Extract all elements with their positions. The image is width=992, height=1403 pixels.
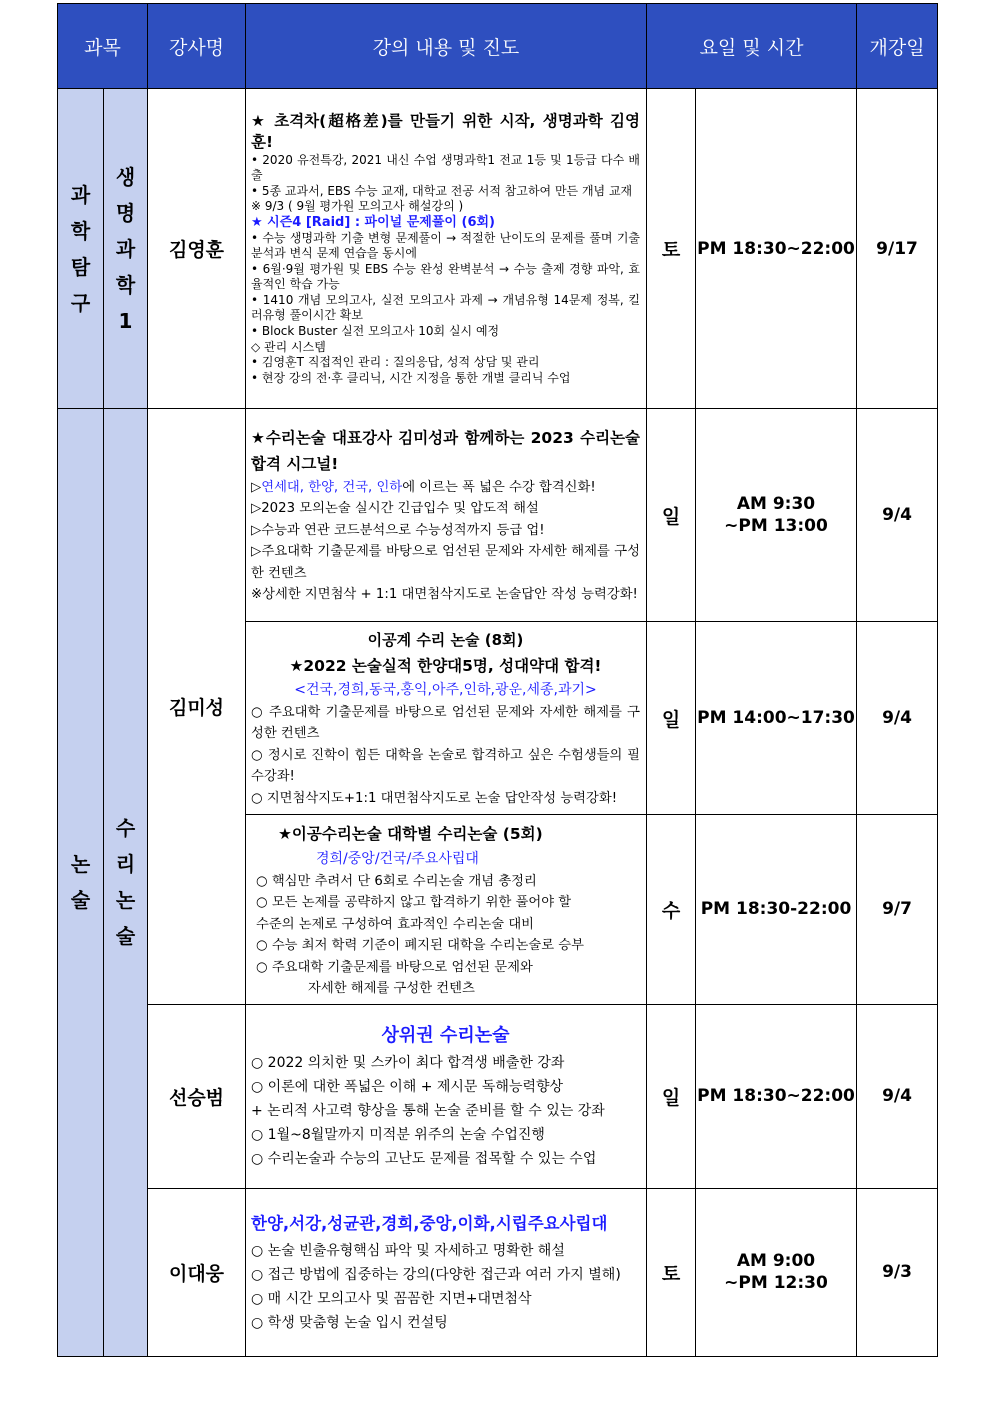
header-open-date: 개강일	[857, 4, 938, 89]
teacher-name: 이대웅	[148, 1188, 246, 1356]
category-essay: 논 술	[58, 409, 104, 1357]
open-date: 9/4	[857, 409, 938, 622]
header-row	[58, 4, 938, 89]
table-row	[58, 409, 938, 622]
day: 수	[647, 815, 696, 1005]
course-content: ★수리논술 대표강사 김미성과 함께하는 2023 수리논술 합격 시그널! ▷연세대, 한양, 건국, 인하에 이르는 폭 넓은 수강 합격신화! ▷2023 모의논술 실시간 긴급입수 및 압도적 해설 ▷수능과 연관 코드분석으로 수능성적까지 등급 업! ▷주요대학 기출문제를 바탕으로 엄선된 문제와 자세한 해제를 구성한 컨텐츠 ※상세한 지면첨삭 + 1:1 대면첨삭지도로 논술답안 작성 능력강화!	[246, 409, 647, 622]
subject-biology: 생 명 과 학 1	[104, 89, 148, 409]
header-subject: 과목	[58, 4, 148, 89]
day: 일	[647, 1004, 696, 1188]
open-date: 9/17	[857, 89, 938, 409]
table-row	[58, 89, 938, 409]
schedule-table	[57, 3, 938, 1357]
open-date: 9/4	[857, 1004, 938, 1188]
table-row	[58, 1004, 938, 1188]
course-content: 이공계 수리 논술 (8회) ★2022 논술실적 한양대5명, 성대약대 합격! <건국,경희,동국,홍익,아주,인하,광운,세종,과기> ○ 주요대학 기출문제를 바탕으로 엄선된 문제와 자세한 해제를 구성한 컨텐츠 ○ 정시로 진학이 힘든 대학을 논술로 합격하고 싶은 수험생들의 필수강좌! ○ 지면첨삭지도+1:1 대면첨삭지도로 논술 답안작성 능력강화!	[246, 622, 647, 815]
time: PM 18:30~22:00	[696, 89, 857, 409]
course-content: 한양,서강,성균관,경희,중앙,이화,시립주요사립대 ○ 논술 빈출유형핵심 파악 및 자세하고 명확한 해설 ○ 접근 방법에 집중하는 강의(다양한 접근과 여러 가지 별해) ○ 매 시간 모의고사 및 꼼꼼한 지면+대면첨삭 ○ 학생 맞춤형 논술 입시 컨설팅	[246, 1188, 647, 1356]
day: 토	[647, 1188, 696, 1356]
teacher-name: 선승범	[148, 1004, 246, 1188]
time: AM 9:30 ~PM 13:00	[696, 409, 857, 622]
course-content: 상위권 수리논술 ○ 2022 의치한 및 스카이 최다 합격생 배출한 강좌 ○ 이론에 대한 폭넓은 이해 + 제시문 독해능력향상 + 논리적 사고력 향상을 통해 논술 준비를 할 수 있는 강좌 ○ 1월~8월말까지 미적분 위주의 논술 수업진행 ○ 수리논술과 수능의 고난도 문제를 접목할 수 있는 수업	[246, 1004, 647, 1188]
open-date: 9/4	[857, 622, 938, 815]
teacher-name: 김미성	[148, 409, 246, 1005]
time: PM 18:30-22:00	[696, 815, 857, 1005]
day: 일	[647, 409, 696, 622]
day: 일	[647, 622, 696, 815]
open-date: 9/7	[857, 815, 938, 1005]
time: PM 14:00~17:30	[696, 622, 857, 815]
header-content: 강의 내용 및 진도	[246, 4, 647, 89]
category-science: 과 학 탐 구	[58, 89, 104, 409]
course-content: ★이공수리논술 대학별 수리논술 (5회) 경희/중앙/건국/주요사립대 ○ 핵심만 추려서 단 6회로 수리논술 개념 총정리 ○ 모든 논제를 공략하지 않고 합격하기 위한 풀어야 할 수준의 논제로 구성하여 효과적인 수리논술 대비 ○ 수능 최저 학력 기준이 폐지된 대학을 수리논술로 승부 ○ 주요대학 기출문제를 바탕으로 엄선된 문제와 자세한 해제를 구성한 컨텐츠	[246, 815, 647, 1005]
time: AM 9:00 ~PM 12:30	[696, 1188, 857, 1356]
teacher-name: 김영훈	[148, 89, 246, 409]
subject-math-essay: 수 리 논 술	[104, 409, 148, 1357]
header-schedule: 요일 및 시간	[647, 4, 857, 89]
course-content: ★ 초격차(超格差)를 만들기 위한 시작, 생명과학 김영훈! • 2020 유전특강, 2021 내신 수업 생명과학1 전교 1등 및 1등급 다수 배출 • 5종 교과서, EBS 수능 교재, 대학교 전공 서적 참고하여 만든 개념 교재 ※ 9/3 ( 9월 평가원 모의고사 해설강의 ) ★ 시즌4 [Raid] : 파이널 문제풀이 (6회) • 수능 생명과학 기출 변형 문제풀이 → 적절한 난이도의 문제를 풀며 기출 분석과 변식 문제 연습을 동시에 • 6월·9월 평가원 및 EBS 수능 완성 완벽분석 → 수능 출제 경향 파악, 효율적인 학습 가능 • 1410 개념 모의고사, 실전 모의고사 과제 → 개념유형 14문제 정복, 킬러유형 풀이시간 확보 • Block Buster 실전 모의고사 10회 실시 예정 ◇ 관리 시스템 • 김영훈T 직접적인 관리 : 질의응답, 성적 상담 및 관리 • 현장 강의 전·후 클리닉, 시간 지정을 통한 개별 클리닉 수업	[246, 89, 647, 409]
table-row	[58, 1188, 938, 1356]
open-date: 9/3	[857, 1188, 938, 1356]
header-teacher: 강사명	[148, 4, 246, 89]
day: 토	[647, 89, 696, 409]
time: PM 18:30~22:00	[696, 1004, 857, 1188]
